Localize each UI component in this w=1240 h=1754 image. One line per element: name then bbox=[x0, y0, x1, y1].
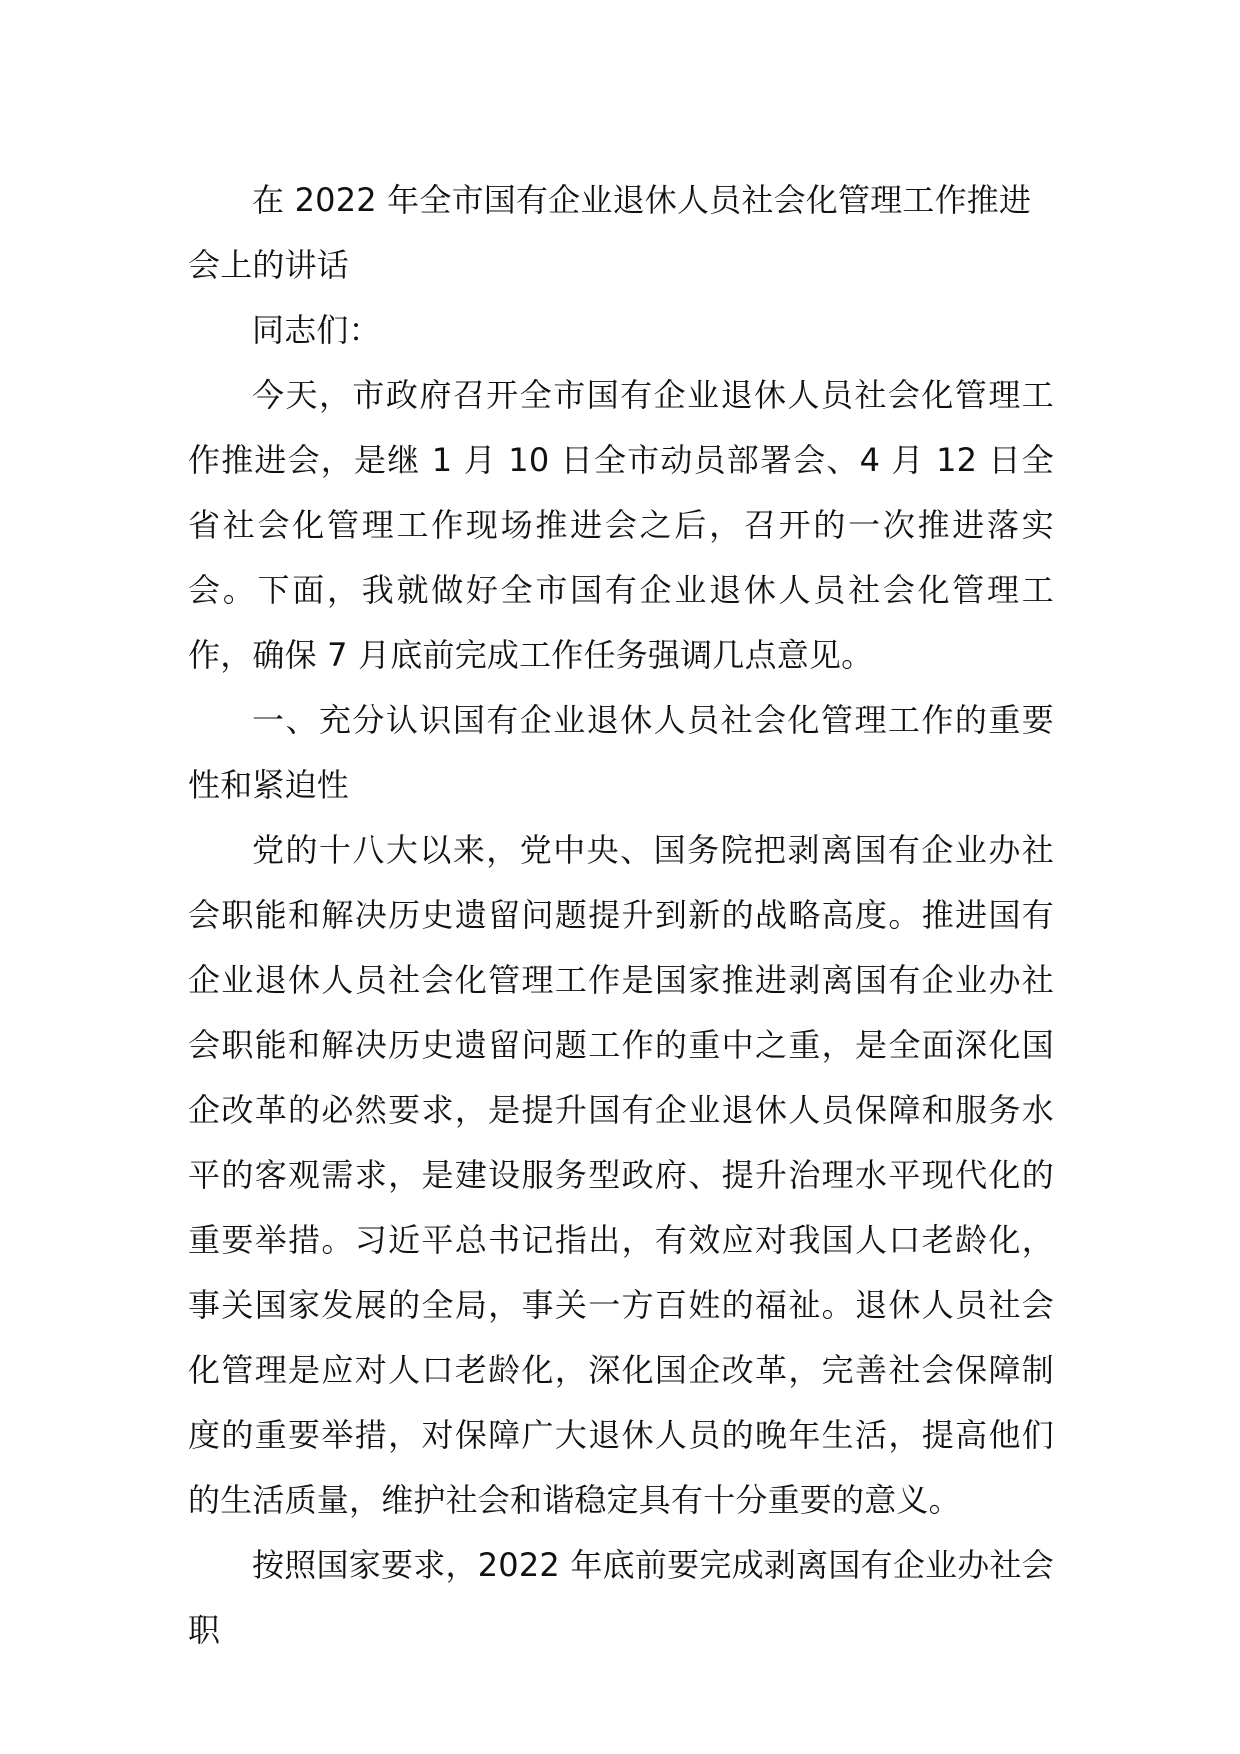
paragraph-intro: 今天，市政府召开全市国有企业退休人员社会化管理工作推进会，是继 1 月 10 日全市动员部署会、4 月 12 日全省社会化管理工作现场推进会之后，召开的一次推进落实会。下面，我就做好全市国有企业退休人员社会化管理工作，确保 7 月底前完成工作任务强调几点意见。 bbox=[188, 376, 1054, 674]
paragraph-requirements: 按照国家要求，2022 年底前要完成剥离国有企业办社会职 bbox=[188, 1546, 1054, 1649]
speech-title: 在 2022 年全市国有企业退休人员社会化管理工作推进会上的讲话 bbox=[188, 181, 1032, 284]
salutation: 同志们： bbox=[252, 311, 381, 349]
document-body bbox=[188, 168, 1054, 1663]
section-heading-1: 一、充分认识国有企业退休人员社会化管理工作的重要性和紧迫性 bbox=[188, 701, 1054, 804]
paragraph-significance: 党的十八大以来，党中央、国务院把剥离国有企业办社会职能和解决历史遗留问题提升到新的战略高度。推进国有企业退休人员社会化管理工作是国家推进剥离国有企业办社会职能和解决历史遗留问题工作的重中之重，是全面深化国企改革的必然要求，是提升国有企业退休人员保障和服务水平的客观需求，是建设服务型政府、提升治理水平现代化的重要举措。习近平总书记指出，有效应对我国人口老龄化，事关国家发展的全局，事关一方百姓的福祉。退休人员社会化管理是应对人口老龄化，深化国企改革，完善社会保障制度的重要举措，对保障广大退休人员的晚年生活，提高他们的生活质量，维护社会和谐稳定具有十分重要的意义。 bbox=[188, 831, 1054, 1519]
